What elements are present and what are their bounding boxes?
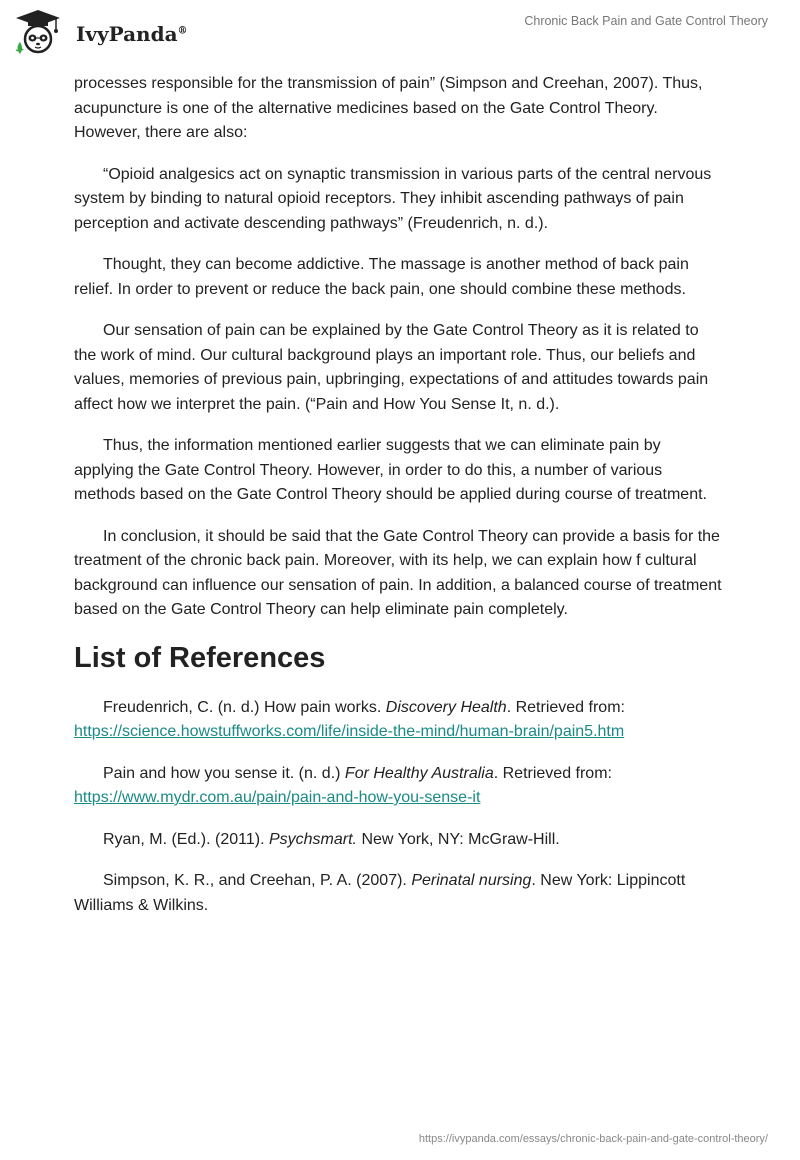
reference-item (74, 696, 724, 745)
reference-text: Pain and how you sense it. (n. d.) (103, 764, 345, 782)
ivypanda-logo[interactable] (14, 8, 214, 56)
brand-registered-mark: ® (177, 25, 188, 37)
reference-text: . Retrieved from: (493, 764, 612, 782)
footer-url[interactable]: https://ivypanda.com/essays/chronic-back-pain-and-gate-control-theory/ (418, 1133, 768, 1145)
reference-link[interactable]: https://www.mydr.com.au/pain/pain-and-how-you-sense-it (74, 789, 481, 806)
panda-graduate-icon (14, 8, 66, 56)
reference-item (74, 869, 724, 918)
brand-label: IvyPanda (76, 22, 178, 46)
essay-body (74, 72, 724, 935)
reference-item (74, 762, 724, 811)
reference-text: . Retrieved from: (506, 698, 625, 716)
reference-text: Simpson, K. R., and Creehan, P. A. (2007). (103, 872, 412, 889)
document-title: Chronic Back Pain and Gate Control Theory (524, 14, 768, 28)
reference-item (74, 828, 724, 853)
reference-source: For Healthy Australia (344, 764, 494, 782)
paragraph-6-conclusion: In conclusion, it should be said that the Gate Control Theory can provide a basis for the treatment of the chronic back pain. Moreover, with its help, we can explain how f cultural background can influence our sensation of pain. In addition, a balanced course of treatment based on the Gate Control Theory can help eliminate pain completely. (74, 527, 722, 618)
paragraph-3: Thought, they can become addictive. The massage is another method of back pain relief. In order to prevent or reduce the back pain, one should combine these methods. (74, 256, 689, 298)
brand-name (76, 22, 188, 46)
references-heading: List of References (74, 641, 326, 674)
reference-link[interactable]: https://science.howstuffworks.com/life/inside-the-mind/human-brain/pain5.htm (74, 723, 625, 740)
reference-source: Psychsmart. (268, 830, 357, 848)
reference-text: New York, NY: McGraw-Hill. (357, 830, 560, 848)
paragraph-1: processes responsible for the transmission of pain” (Simpson and Creehan, 2007). Thus, acupuncture is one of the alternative medicines based on the Gate Control Theory. However, there are also: (74, 75, 703, 141)
reference-source: Discovery Health (385, 698, 507, 716)
reference-text: Ryan, M. (Ed.). (2011). (103, 830, 269, 848)
reference-text: . New York: Lippincott Williams & Wilkins. (74, 872, 686, 914)
paragraph-4: Our sensation of pain can be explained by the Gate Control Theory as it is related to the work of mind. Our cultural background plays an important role. Thus, our beliefs and values, memories of previous pain, upbringing, expectations of and attitudes towards pain affect how we interpret the pain. (“Pain and How You Sense It, n. d.). (74, 322, 709, 413)
reference-text: Freudenrich, C. (n. d.) How pain works. (103, 698, 386, 716)
page-header (0, 0, 800, 64)
paragraph-2-quote: “Opioid analgesics act on synaptic transmission in various parts of the central nervous system by binding to natural opioid receptors. They inhibit ascending pathways of pain perception and activate descending pathways” (Freudenrich, n. d.). (74, 165, 712, 232)
reference-source: Perinatal nursing (411, 872, 532, 889)
paragraph-5: Thus, the information mentioned earlier suggests that we can eliminate pain by applying the Gate Control Theory. However, in order to do this, a number of various methods based on the Gate Control Theory should be applied during course of treatment. (74, 437, 707, 503)
